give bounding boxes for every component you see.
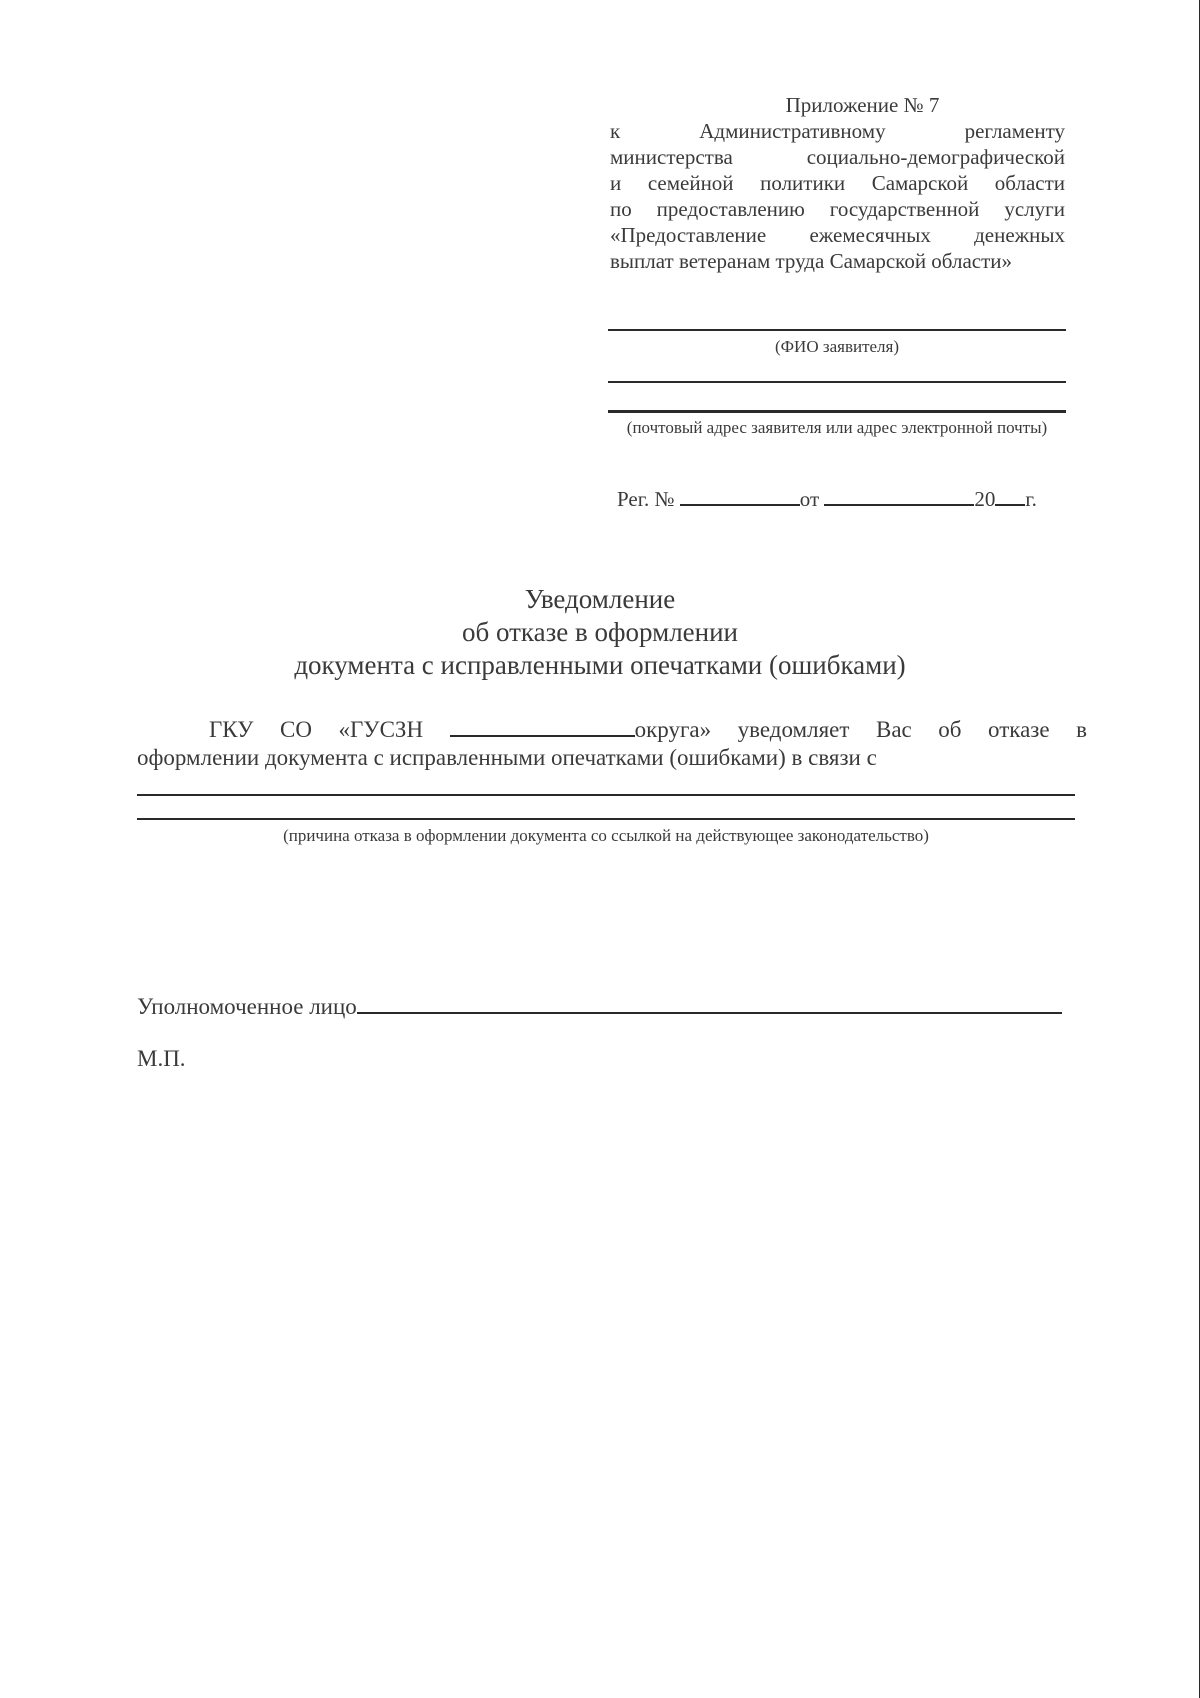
applicant-address-line-1[interactable] [608, 381, 1066, 383]
reg-year-suffix: г. [1025, 487, 1037, 511]
applicant-address-caption: (почтовый адрес заявителя или адрес электронной почты) [626, 418, 1048, 437]
appendix-line: и семейной политики Самарской области [610, 171, 1065, 195]
body-line-1 [137, 713, 1087, 744]
authorized-person-field[interactable] [357, 990, 1062, 1014]
appendix-line: «Предоставление ежемесячных денежных [610, 223, 1065, 247]
stamp-label: М.П. [137, 1046, 186, 1071]
reg-date-from-label: от [799, 487, 820, 511]
reason-caption: (причина отказа в оформлении документа со ссылкой на действующее законодательство) [283, 826, 929, 845]
appendix-line: по предоставлению государственной услуги [610, 197, 1065, 221]
notice-title-line: Уведомление [524, 584, 676, 614]
signature-row [137, 990, 1082, 1021]
reason-line-1[interactable] [137, 794, 1075, 796]
appendix-line: министерства социально-демографической [610, 145, 1065, 169]
reg-number-label: Рег. № [617, 487, 675, 511]
notice-title [150, 583, 1050, 682]
reg-year-prefix: 20 [974, 487, 996, 511]
appendix-header [610, 92, 1065, 274]
applicant-address-line-2[interactable] [608, 410, 1066, 413]
notice-title-line: об отказе в оформлении [462, 617, 738, 647]
authorized-person-label: Уполномоченное лицо [137, 994, 357, 1019]
reg-date-field[interactable] [824, 484, 974, 506]
district-field[interactable] [450, 713, 635, 737]
body-line1-end: округа» уведомляет Вас об отказе в [634, 717, 1087, 742]
applicant-name-line[interactable] [608, 329, 1066, 331]
appendix-line: выплат ветеранам труда Самарской области» [610, 249, 1013, 273]
body-line-2: оформлении документа с исправленными опечатками (ошибками) в связи с [137, 745, 877, 770]
notice-title-line: документа с исправленными опечатками (ошибками) [294, 650, 906, 680]
body-line1-start: ГКУ СО «ГУСЗН [209, 717, 424, 742]
reg-year-field[interactable] [995, 484, 1025, 506]
registration-line [617, 484, 1067, 512]
appendix-title: Приложение № 7 [785, 93, 940, 117]
reason-line-2[interactable] [137, 818, 1075, 820]
appendix-line: к Административному регламенту [610, 119, 1065, 143]
reg-number-field[interactable] [680, 484, 800, 506]
applicant-name-caption: (ФИО заявителя) [774, 337, 900, 356]
notice-body [137, 713, 1087, 772]
